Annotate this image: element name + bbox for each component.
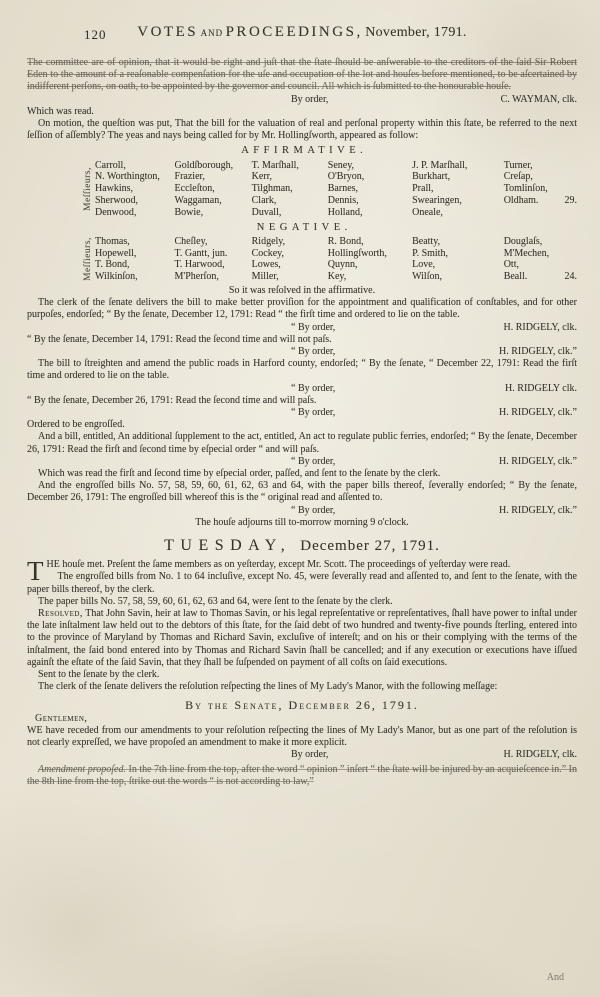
affirmative-heading: AFFIRMATIVE. [241,145,368,157]
voter-name: T. Bond, [95,259,130,271]
clerk-signature: H. RIDGELY, clk. [503,321,577,333]
savin-resolution-paragraph [27,608,577,669]
clerk-signature: H. RIDGELY, clk.” [499,407,577,419]
by-order-line [27,407,577,419]
voter-name: Thomas, [95,235,130,247]
constables-bill-paragraph: The clerk of the ſenate delivers the bill to make better proviſion for the appointment and qualification of conſtables, and for other purpoſes, endorſed; “ By the ſenate, December 12, 1791: Read “ the firſt time and ordered to lie on the table. [27,297,577,321]
negative-count: 24. [564,270,577,282]
voter-name: M'Pherſon, [174,271,219,283]
running-title [27,26,577,40]
which-was-read-line: Which was read. [27,105,94,117]
voter-name: Wilſon, [412,271,442,283]
clerk-signature: H. RIDGELY, clk.” [499,346,577,358]
voter-name: Holland, [327,206,363,218]
clerk-signature: C. WAYMAN, clk. [500,93,577,105]
voter-name: T. Harwood, [174,259,225,271]
voter-name: Frazier, [174,171,205,183]
voter-name: Ott, [503,259,519,271]
engrossed-bills-paragraph: And the engroſſed bills No. 57, 58, 59, 60, 61, 62, 63 and 64, with the paper bills thereof, ſeverally endorſed; “ By the ſenate, December 26, 1791: The engroſſed bill whereof this is the “ original read and aſſented to. [27,480,577,504]
harford-roads-paragraph: The bill to ſtreighten and amend the public roads in Harford county, endorſed; “ By the ſenate, “ December 22, 1791: Read the firſt time and ordered to lie on the table. [27,358,577,382]
voter-name: R. Bond, [327,235,364,247]
voter-name: Oldham. [503,195,539,207]
voter-name: Goldſborough, [174,159,234,171]
voter-name: Lowes, [251,259,281,271]
house-met-text: HE houſe met. Preſent the ſame members as on yeſterday, except Mr. Scott. The proceedings of yeſterday were read. [46,559,511,571]
clerk-signature: H. RIDGELY, clk.” [499,455,577,467]
by-order-line [27,456,577,468]
manor-resolution-intro: The clerk of the ſenate delivers the reſolution reſpecting the lines of My Lady's Manor, with the following meſſage: [38,681,498,693]
amendment-text: In the 7th line from the top, after the word “ opinion ” inſert “ the ſtate will be injured by an acquieſcence in.” In the 8th line from the top, ſtrike out the words “ is not according to law,” [27,763,577,787]
voter-name: Hopewell, [95,247,137,259]
voter-name: Eccleſton, [174,183,215,195]
voter-name: Turner, [503,159,533,171]
by-order-line [27,505,577,517]
savin-resolution-text: That John Savin, heir at law to Thomas Savin, or his legal repreſentative or repreſentatives, ſhall have power to inſtal under the late inſtalment law held out to the debtors of this ſtate, for the ſaid debt of two hundred and twenty-five pounds ſterling, entered into to the province of Maryland by Thomas and Richard Savin, excluſive of intereſt; and on his or their complying with the terms of the inſtalment, the ſaid bond entered into by Thomas and Richard Savin ſhall be cancelled; and if any execution or executions have iſſued againſt the eſtate of the ſaid Savin, that they ſhall be ſuſpended on payment of all coſts on ſaid executions. [27,608,577,668]
gentlemen-salutation: Gentlemen, [35,712,88,724]
title-date: November, 1791. [365,25,467,40]
voter-name: N. Worthington, [95,171,160,183]
tuesday-session-heading [27,537,577,555]
affirmative-vote-table [27,160,577,219]
by-order-text: “ By order, [291,407,336,419]
by-order-text: “ By order, [291,346,336,358]
amendment-proposed-paragraph [27,764,577,788]
page-number: 120 [84,27,107,42]
drop-cap-initial: T [27,556,44,587]
by-order-text: By order, [291,93,329,105]
page-header [27,26,577,48]
ferries-bill-paragraph: And a bill, entitled, An additional ſupplement to the act, entitled, An act to regulate public ferries, endorſed; “ By the ſenate, December 26, 1791: Read the firſt and ſecond time by eſpecial order “ and will paſs. [27,431,577,455]
voter-name: Clark, [251,195,277,207]
negative-name-grid [95,236,577,283]
voter-name: Waggaman, [174,195,222,207]
adjournment-line: The houſe adjourns till to-morrow morning 9 o'clock. [195,516,409,528]
voter-name: M'Mechen, [503,247,550,259]
clerk-signature: H. RIDGELY clk. [505,382,577,394]
voter-name: Oneale, [412,206,443,218]
bills-1-64-paragraph: The engroſſed bills from No. 1 to 64 incluſive, except No. 45, were ſeverally read and aſſented to, and ſent to the ſenate, with the paper bills thereof, by the clerk. [27,571,577,595]
resolved-lead-word: Resolved, [38,608,83,620]
negative-vote-table [27,236,577,283]
clerk-signature: H. RIDGELY, clk.” [499,504,577,516]
voter-name: Hollingſworth, [327,247,387,259]
by-order-text: By order, [291,749,329,761]
voter-name: Hawkins, [95,183,134,195]
messieurs-label: Meſſieurs, [82,167,93,212]
catchword: And [546,971,564,983]
by-order-line-wayman [27,94,577,106]
title-and: and [200,24,224,39]
by-order-line [27,383,577,395]
negative-heading: NEGATIVE. [256,221,352,233]
amendment-lead: Amendment propoſed. [38,763,126,775]
affirmative-count: 29. [564,194,577,206]
session-day: TUESDAY, [164,537,292,555]
voter-name: Wilkinſon, [95,271,138,283]
clerk-signature: H. RIDGELY, clk. [503,749,577,761]
ordered-engrossed-line: Ordered to be engroſſed. [27,419,125,431]
title-proceedings: PROCEEDINGS, [225,24,363,40]
by-order-text: “ By order, [291,504,336,516]
voter-name: Ridgely, [251,235,286,247]
voter-name: Duvall, [251,206,282,218]
voter-name: Kerr, [251,171,273,183]
voter-name: Seney, [327,159,355,171]
by-order-text: “ By order, [291,382,336,394]
committee-report-paragraph: The committee are of opinion, that it would be right and juſt that the ſtate ſhould be anſwerable to the creditors of the ſaid Sir Robert Eden to the amount of a reaſonable compenſation for the uſe and occupation of the lot and houſes before mentioned, to be aſcertained by indifferent perſons, on oath, to be appointed by the governor and council. All which is ſubmitted to the honourable houſe. [27,57,577,93]
voter-name: O'Bryon, [327,171,365,183]
paper-bills-paragraph: The paper bills No. 57, 58, 59, 60, 61, 62, 63 and 64, were ſent to the ſenate by the clerk. [38,595,393,607]
voter-name: Beatty, [412,235,441,247]
voter-name: T. Gantt, jun. [174,247,228,259]
voter-name: Denwood, [95,206,137,218]
voter-name: P. Smith, [412,247,448,259]
voter-name: J. P. Marſhall, [412,159,468,171]
voter-name: Burkhart, [412,171,451,183]
title-votes: VOTES [137,24,199,40]
senate-dec26-endorsement: “ By the ſenate, December 26, 1791: Read the ſecond time and will paſs. [27,394,317,406]
by-order-text: “ By order, [291,321,336,333]
voter-name: Key, [327,271,347,283]
voter-name: Cockey, [251,247,285,259]
voter-name: Cheſley, [174,235,208,247]
voter-name: Bowie, [174,206,204,218]
by-order-line [27,322,577,334]
receded-message-paragraph: WE have receded from our amendments to your reſolution reſpecting the lines of My Lady's Manor, but as one part of the reſolution is not clearly expreſſed, we have propoſed an amendment to make it more explicit. [27,724,577,749]
voter-name: Tomlinſon, [503,183,548,195]
voter-name: Love, [412,259,436,271]
voter-name: Swearingen, [412,195,462,207]
voter-name: T. Marſhall, [251,159,299,171]
voter-name: Quynn, [327,259,358,271]
voter-name: Douglaſs, [503,235,543,247]
by-the-senate-heading: By the Senate, December 26, 1791. [185,697,419,712]
voter-name [504,207,577,219]
voter-name: Carroll, [95,159,126,171]
which-read-passed-paragraph: Which was read the firſt and ſecond time by eſpecial order, paſſed, and ſent to the ſenate by the clerk. [38,468,441,480]
messieurs-label: Meſſieurs, [82,237,93,282]
affirmative-name-grid [95,160,577,219]
voter-name: Prall, [412,183,434,195]
voter-name: Sherwood, [95,195,139,207]
by-order-line [27,346,577,358]
voter-name: Barnes, [327,183,359,195]
voter-name: Beall. [503,271,528,283]
session-date: December 27, 1791. [300,538,440,555]
voter-name: Tilghman, [251,183,293,195]
motion-paragraph: On motion, the queſtion was put, That the bill for the valuation of real and perſonal property within this ſtate, be referred to the next ſeſſion of aſſembly? The yeas and nays being called for by Mr. Hollingſworth, appeared as follow: [27,118,577,142]
sent-to-senate-line: Sent to the ſenate by the clerk. [38,669,160,681]
senate-dec14-endorsement: “ By the ſenate, December 14, 1791: Read the ſecond time and will not paſs. [27,333,332,345]
by-order-line-ridgely [27,749,577,761]
voter-name: Miller, [251,271,279,283]
voter-name: Dennis, [327,195,359,207]
voter-name: Creſap, [503,171,533,183]
resolved-affirmative-line: So it was reſolved in the affirmative. [228,285,376,296]
by-order-text: “ By order, [291,455,336,467]
